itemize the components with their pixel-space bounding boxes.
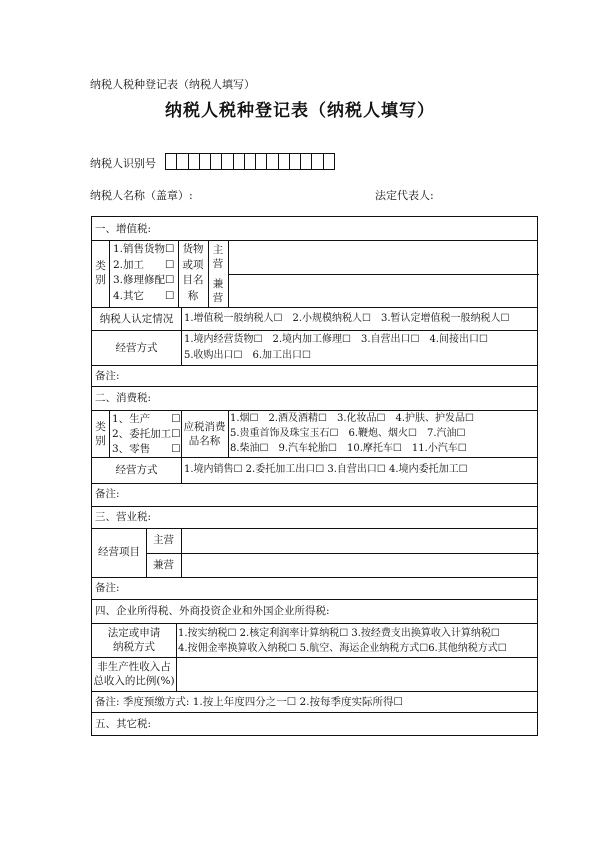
vat-main-label: 主 营: [212, 244, 224, 270]
consumption-category-label: 类 别: [95, 421, 106, 447]
vat-section-title: 一、增值税:: [95, 223, 152, 235]
vat-category-other[interactable]: 4.其它 ☐: [113, 289, 175, 302]
business-tax-section-title: 三、营业税:: [95, 511, 152, 523]
vat-business-options[interactable]: 1.境内经营货物☐ 2.境内加工修理☐ 3.自营出口☐ 4.间接出口☐ 5.收购出口☐ 6.加工出口☐: [184, 334, 489, 361]
page-title: 纳税人税种登记表（纳税人填写）: [165, 101, 435, 121]
small-title: 纳税人税种登记表（纳税人填写）: [90, 78, 255, 91]
business-items-label: 经营项目: [98, 546, 140, 558]
taxpayer-id-label: 纳税人识别号: [90, 157, 156, 170]
consumption-section-title: 二、消费税:: [95, 392, 152, 404]
vat-category-processing[interactable]: 2.加工 ☐: [113, 258, 175, 271]
vat-recognition-label: 纳税人认定情况: [99, 313, 174, 325]
vat-goods-label: 货物 或项 目名 称: [182, 243, 204, 302]
business-tax-remarks: 备注:: [95, 582, 120, 594]
legal-rep-label: 法定代表人:: [375, 189, 434, 202]
taxpayer-name-label: 纳税人名称（盖章）:: [90, 189, 193, 202]
consumption-category-commissioned[interactable]: 2、委托加工☐: [112, 428, 181, 440]
vat-category-sales[interactable]: 1.销售货物☐: [113, 243, 175, 255]
vat-category-repair[interactable]: 3.修理修配☐: [113, 274, 175, 286]
income-tax-section-title: 四、企业所得税、外商投资企业和外国企业所得税:: [95, 605, 330, 617]
income-method-label: 法定或申请 纳税方式: [107, 627, 161, 653]
income-ratio-label: 非生产性收入占 总收入的比例(%): [93, 661, 175, 687]
vat-remarks: 备注:: [95, 370, 120, 382]
consumption-business-options[interactable]: 1.境内销售☐ 2.委托加工出口☐ 3.自营出口☐ 4.境内委托加工☐: [184, 464, 468, 475]
vat-category-label: 类 别: [95, 260, 106, 286]
registration-form: [91, 216, 538, 736]
vat-recognition-options[interactable]: 1.增值税一般纳税人☐ 2.小规模纳税人☐ 3.暂认定增值税一般纳税人☐: [184, 313, 510, 324]
income-tax-remarks: 备注: 季度预缴方式: 1.按上年度四分之一☐ 2.按每季度实际所得☐: [95, 696, 403, 708]
business-main-label: 主营: [153, 534, 174, 546]
taxpayer-id-boxes[interactable]: [165, 153, 335, 170]
vat-side-label: 兼 营: [212, 278, 224, 304]
business-side-label: 兼营: [153, 559, 174, 571]
consumption-category-list[interactable]: [112, 412, 181, 457]
consumption-category-retail[interactable]: 3、零售 ☐: [112, 443, 181, 455]
vat-category-list[interactable]: [113, 242, 174, 304]
other-tax-section-title: 五、其它税:: [95, 718, 152, 730]
vat-business-label: 经营方式: [115, 342, 158, 354]
consumption-business-label: 经营方式: [115, 464, 158, 476]
consumption-goods-options[interactable]: 1.烟☐ 2.酒及酒精☐ 3.化妆品☐ 4.护肤、护发品☐ 5.贵重首饰及珠宝玉石☐ 6.鞭炮、烟火☐ 7.汽油☐ 8.柴油☐ 9.汽车轮胎☐ 10.摩托车☐ 11.小汽车☐: [230, 413, 475, 454]
consumption-goods-label: 应税消费 品名称: [183, 421, 226, 447]
consumption-category-production[interactable]: 1、生产 ☐: [112, 413, 181, 425]
income-method-options[interactable]: 1.按实纳税☐ 2.核定利润率计算纳税☐ 3.按经费支出换算收入计算纳税☐ 4.按佣金率换算收入纳税☐ 5.航空、海运企业纳税方式☐6.其他纳税方式☐: [178, 628, 507, 654]
consumption-remarks: 备注:: [95, 488, 120, 500]
